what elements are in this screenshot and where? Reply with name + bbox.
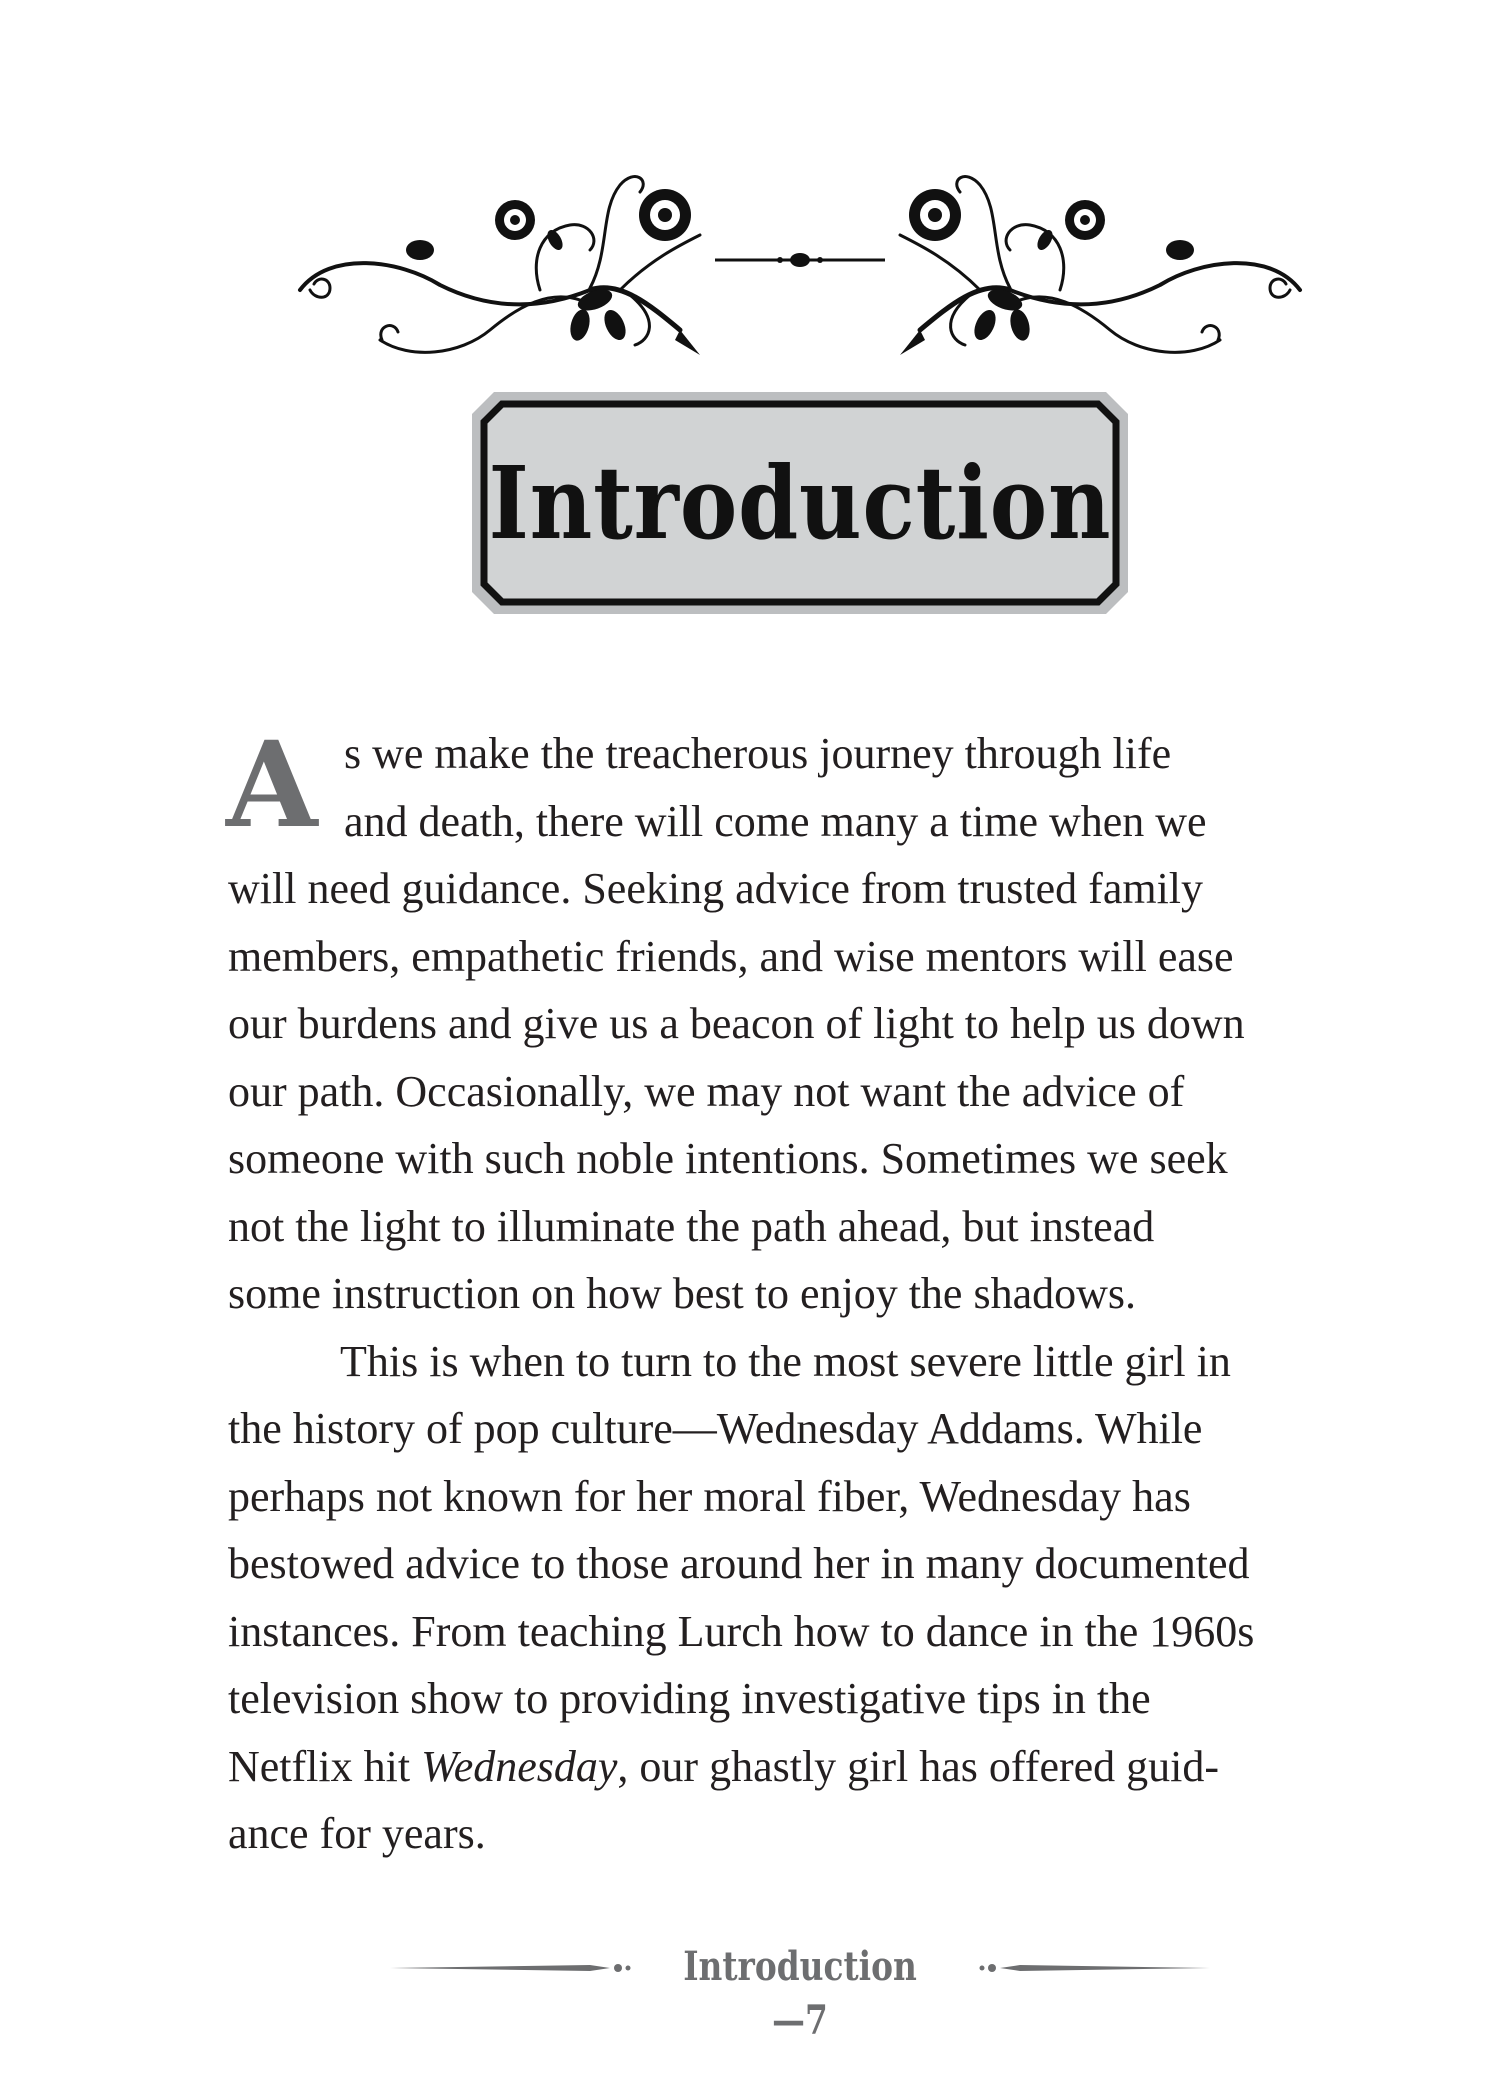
page-title: Introduction [488, 444, 1112, 562]
text-line: and death, there will come many a time when we [344, 796, 1207, 846]
text-line: members, empathetic friends, and wise mentors will ease [228, 931, 1234, 981]
text-line-with-title [228, 1733, 1363, 1801]
text-line: someone with such noble intentions. Sometimes we seek [228, 1134, 1228, 1183]
center-flourish-icon [715, 253, 885, 267]
text-line: ance for years. [228, 1809, 486, 1858]
text-fragment: Netflix hit [228, 1741, 422, 1791]
drop-cap: A [226, 715, 318, 854]
text-line: bestowed advice to those around her in many documented [228, 1539, 1250, 1588]
right-vine-icon [900, 177, 1300, 353]
text-line: our path. Occasionally, we may not want the advice of [228, 1066, 1185, 1116]
text-line: instances. From teaching Lurch how to dance in the 1960s [228, 1606, 1255, 1656]
text-line: This is when to turn to the most severe little girl in [340, 1336, 1231, 1386]
text-line: will need guidance. Seeking advice from trusted family [228, 864, 1204, 913]
text-line: s we make the treacherous journey through life [344, 729, 1172, 778]
text-line: television show to providing investigative tips in the [228, 1674, 1151, 1723]
rose-vine-ornament [290, 140, 1310, 370]
text-fragment: , our ghastly girl has offered guid- [617, 1741, 1220, 1791]
footer-right-flourish-icon [980, 1964, 1211, 1972]
text-line: some instruction on how best to enjoy the shadows. [228, 1269, 1137, 1318]
italic-show-title: Wednesday [421, 1741, 618, 1791]
text-line: not the light to illuminate the path ahead, but instead [228, 1201, 1155, 1251]
right-roses-icon [900, 189, 1194, 355]
left-vine-icon [300, 177, 700, 353]
text-line: our burdens and give us a beacon of light to help us down [228, 999, 1245, 1048]
body-text [226, 715, 1363, 1868]
footer-left-flourish-icon [390, 1964, 631, 1972]
text-line: the history of pop culture—Wednesday Addams. While [228, 1404, 1203, 1453]
running-head-page-number: Introduction—7 [683, 1943, 917, 2044]
left-roses-icon [406, 189, 700, 355]
text-line: perhaps not known for her moral fiber, Wednesday has [228, 1471, 1191, 1521]
